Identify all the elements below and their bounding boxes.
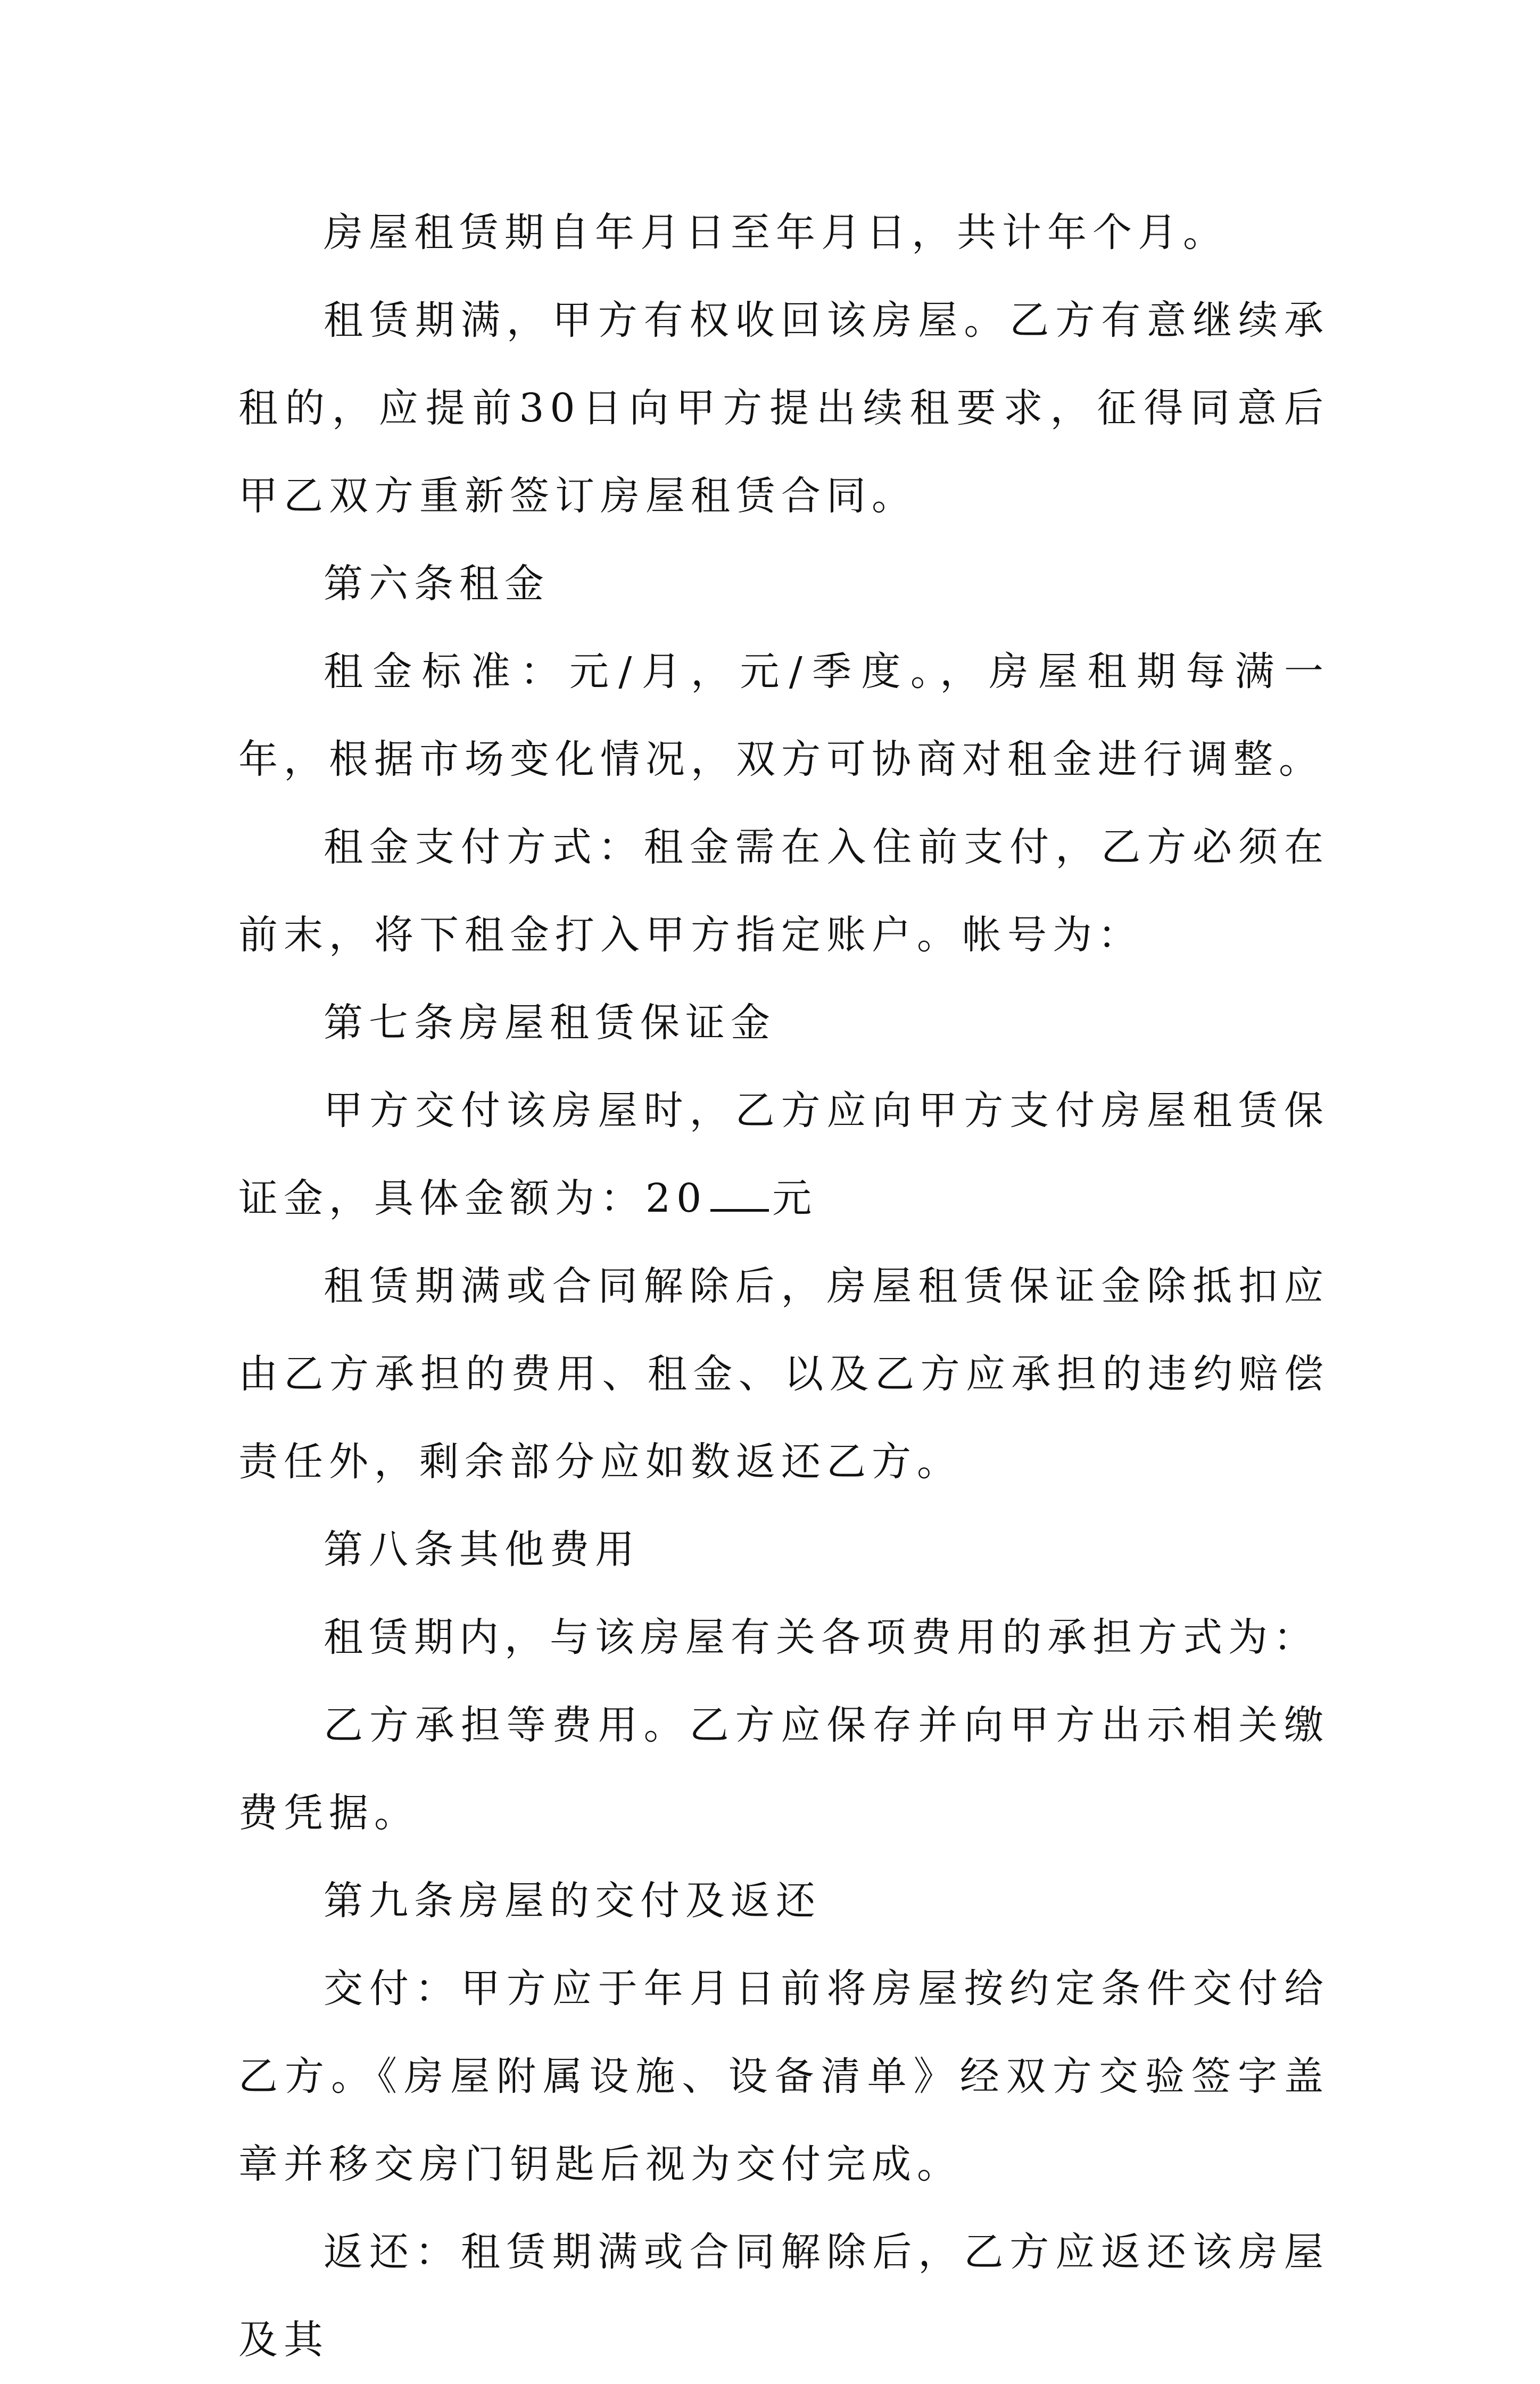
- contract-body: [238, 189, 1329, 2384]
- paragraph-rent-standard: 租金标准：元/月，元/季度。，房屋租期每满一年，根据市场变化情况，双方可协商对租金进行调整。: [238, 649, 1329, 782]
- paragraph-fees-intro: 租赁期内，与该房屋有关各项费用的承担方式为：: [324, 1615, 1319, 1660]
- paragraph-delivery: 交付：甲方应于年月日前将房屋按约定条件交付给乙方。《房屋附属设施、设备清单》经双方交验签字盖章并移交房门钥匙后视为交付完成。: [238, 1966, 1329, 2187]
- deposit-amount-unit: 元: [772, 1176, 818, 1221]
- paragraph-return: 返还：租赁期满或合同解除后，乙方应返还该房屋及其: [238, 2229, 1329, 2363]
- paragraph-rent-payment: 租金支付方式：租金需在入住前支付，乙方必须在前末，将下租金打入甲方指定账户。帐号为：: [238, 824, 1329, 958]
- article-7-heading: 第七条房屋租赁保证金: [324, 1000, 776, 1046]
- paragraph-fees-tenant: 乙方承担等费用。乙方应保存并向甲方出示相关缴费凭据。: [238, 1702, 1329, 1836]
- paragraph-deposit-amount: [238, 1067, 1329, 1243]
- article-8-heading: 第八条其他费用: [324, 1527, 640, 1572]
- deposit-amount-blank: [710, 1176, 769, 1212]
- article-6-heading: 第六条租金: [324, 561, 550, 607]
- article-9-heading: 第九条房屋的交付及返还: [324, 1878, 821, 1924]
- paragraph-renewal: 租赁期满，甲方有权收回该房屋。乙方有意继续承租的，应提前30日向甲方提出续租要求，征得同意后甲乙双方重新签订房屋租赁合同。: [238, 297, 1329, 519]
- paragraph-term-period: 房屋租赁期自年月日至年月日，共计年个月。: [324, 210, 1228, 255]
- paragraph-deposit-return: 租赁期满或合同解除后，房屋租赁保证金除抵扣应由乙方承担的费用、租金、以及乙方应承担的违约赔偿责任外，剩余部分应如数返还乙方。: [238, 1263, 1329, 1485]
- deposit-amount-text: 甲方交付该房屋时，乙方应向甲方支付房屋租赁保证金，具体金额为：20: [238, 1088, 1329, 1221]
